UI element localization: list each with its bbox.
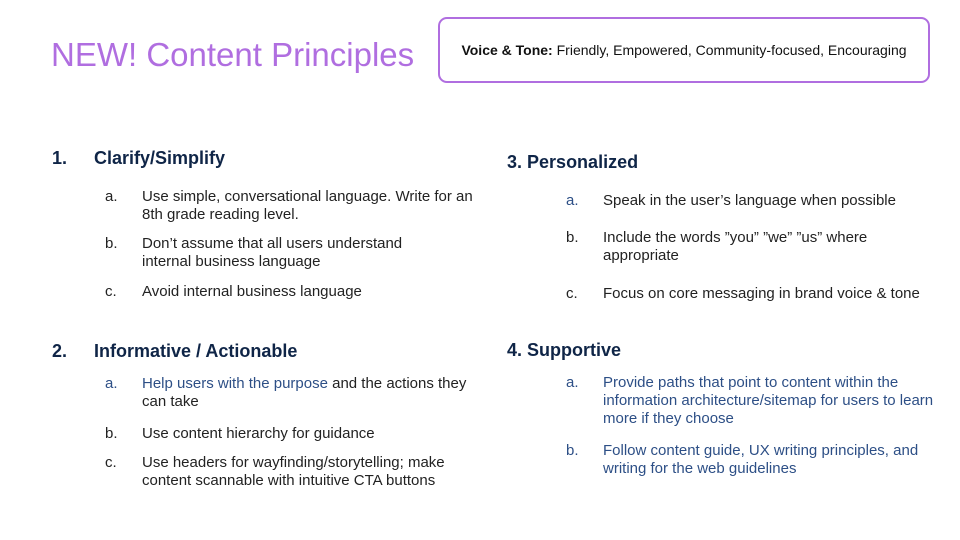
item-marker: b. xyxy=(566,442,579,459)
section-title: Personalized xyxy=(527,152,639,172)
list-item xyxy=(105,425,490,445)
voice-tone-box xyxy=(438,17,930,83)
section-number: 2. xyxy=(52,341,68,361)
item-marker: c. xyxy=(105,454,117,471)
section-heading-personalized xyxy=(507,152,638,173)
list-item xyxy=(105,235,490,273)
item-text: Use simple, conversational language. Write for an 8th grade reading level. xyxy=(142,188,473,223)
list-item xyxy=(105,188,490,226)
item-text: Provide paths that point to content within the information architecture/sitemap for users to learn more if they choose xyxy=(603,374,934,427)
item-text: Use content hierarchy for guidance xyxy=(142,425,375,442)
item-marker: c. xyxy=(566,285,578,302)
section-heading-clarify xyxy=(52,148,226,169)
item-text: Use headers for wayfinding/storytelling; make content scannable with intuitive CTA buttons xyxy=(142,454,445,489)
item-text xyxy=(142,375,482,411)
section-heading-supportive xyxy=(507,340,621,361)
list-item xyxy=(566,442,941,480)
item-marker: a. xyxy=(105,188,118,205)
section-number: 4. xyxy=(507,340,523,360)
item-text: Don’t assume that all users understand internal business language xyxy=(142,235,403,270)
section-heading-informative xyxy=(52,341,298,362)
section-number: 3. xyxy=(507,152,523,172)
list-item xyxy=(566,229,941,267)
item-text: Focus on core messaging in brand voice & tone xyxy=(603,285,920,302)
voice-tone-value: Friendly, Empowered, Community-focused, Encouraging xyxy=(556,42,907,58)
section-title: Supportive xyxy=(527,340,622,360)
list-item xyxy=(105,454,490,492)
section-title: Informative / Actionable xyxy=(94,341,298,361)
section-number: 1. xyxy=(52,148,68,168)
list-item xyxy=(105,283,490,303)
item-text: Avoid internal business language xyxy=(142,283,362,300)
list-item xyxy=(566,374,941,430)
item-marker: a. xyxy=(105,375,118,392)
item-marker: b. xyxy=(566,229,579,246)
item-highlight: Help users with the purpose xyxy=(142,375,328,392)
item-marker: b. xyxy=(105,425,118,442)
item-marker: a. xyxy=(566,374,579,391)
list-item xyxy=(566,285,941,323)
item-marker: a. xyxy=(566,192,579,209)
slide-title: NEW! Content Principles xyxy=(51,36,415,73)
item-text: Follow content guide, UX writing principles, and writing for the web guidelines xyxy=(603,442,919,477)
section-title: Clarify/Simplify xyxy=(94,148,226,168)
item-text: Include the words ”you” ”we” ”us” where appropriate xyxy=(603,229,868,264)
item-marker: c. xyxy=(105,283,117,300)
item-text-rest: and the actions they can take xyxy=(142,375,467,410)
item-marker: b. xyxy=(105,235,118,252)
list-item xyxy=(105,375,490,413)
item-text: Speak in the user’s language when possible xyxy=(603,192,896,209)
voice-tone-label: Voice & Tone: xyxy=(461,42,553,58)
list-item xyxy=(566,192,941,212)
